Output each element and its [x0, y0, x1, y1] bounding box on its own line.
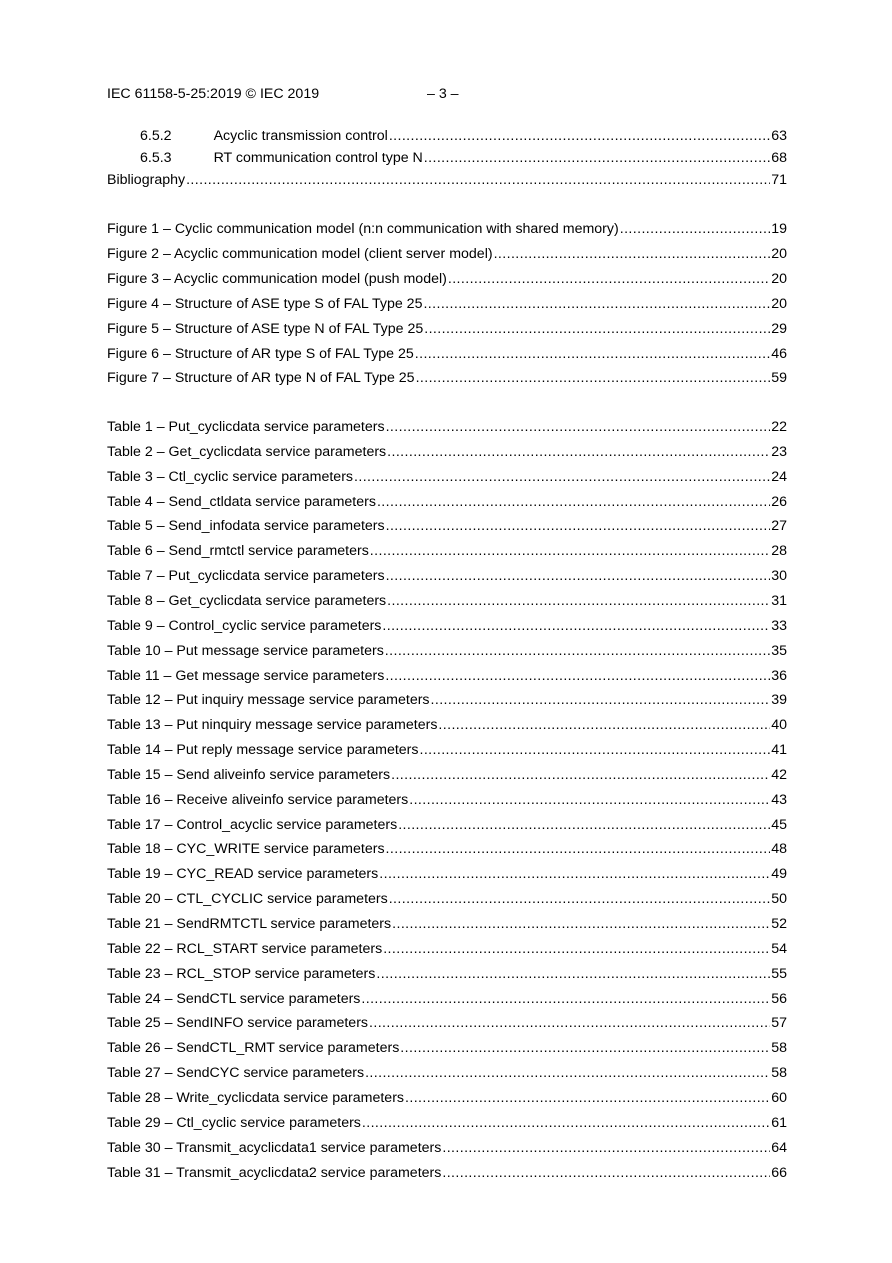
- page-ref: 19: [771, 221, 787, 237]
- page-ref: 68: [771, 150, 787, 166]
- toc-figure-entry[interactable]: [107, 245, 787, 263]
- dot-leader: [386, 418, 771, 436]
- entry-title: Table 5 – Send_infodata service parameters: [107, 518, 385, 535]
- toc-figure-entry[interactable]: [107, 320, 787, 338]
- toc-table-entry[interactable]: [107, 642, 787, 660]
- dot-leader: [424, 320, 770, 338]
- toc-bibliography-entry[interactable]: [107, 171, 787, 189]
- entry-title: Table 4 – Send_ctldata service parameters: [107, 493, 376, 510]
- entry-title: Table 25 – SendINFO service parameters: [107, 1015, 369, 1032]
- toc-figure-entry[interactable]: [107, 295, 787, 313]
- entry-title: Table 9 – Control_cyclic service parameters: [107, 617, 382, 634]
- dot-leader: [376, 965, 770, 983]
- entry-title: Table 27 – SendCYC service parameters: [107, 1065, 365, 1082]
- bibliography-title: Bibliography: [107, 172, 186, 188]
- toc-table-entry[interactable]: [107, 915, 787, 933]
- entry-title: Figure 4 – Structure of ASE type S of FAL Type 25: [107, 295, 423, 312]
- entry-title: Table 24 – SendCTL service parameters: [107, 990, 361, 1007]
- entry-title: Figure 7 – Structure of AR type N of FAL Type 25: [107, 370, 415, 387]
- dot-leader: [387, 443, 770, 461]
- dot-leader: [354, 468, 770, 486]
- dot-leader: [448, 270, 770, 288]
- toc-table-entry[interactable]: [107, 890, 787, 908]
- page-ref: 41: [771, 742, 787, 759]
- dot-leader: [361, 990, 770, 1008]
- toc-table-entry[interactable]: [107, 1164, 787, 1182]
- dot-leader: [377, 493, 770, 511]
- page-ref: 40: [771, 717, 787, 734]
- dot-leader: [405, 1089, 770, 1107]
- page-ref: 20: [771, 295, 787, 312]
- dot-leader: [386, 567, 771, 585]
- page-ref: 33: [771, 617, 787, 634]
- dot-leader: [389, 890, 771, 908]
- toc-table-entry[interactable]: [107, 865, 787, 883]
- entry-title: Table 26 – SendCTL_RMT service parameters: [107, 1040, 400, 1057]
- entry-title: Table 1 – Put_cyclicdata service parameters: [107, 419, 385, 435]
- dot-leader: [387, 592, 770, 610]
- toc-table-entry[interactable]: [107, 493, 787, 511]
- dot-leader: [400, 1039, 770, 1057]
- dot-leader: [386, 517, 771, 535]
- toc-table-entry[interactable]: [107, 443, 787, 461]
- entry-title: Table 19 – CYC_READ service parameters: [107, 866, 379, 883]
- entry-title: Figure 1 – Cyclic communication model (n:n communication with shared memory): [107, 221, 619, 237]
- page-ref: 54: [771, 940, 787, 957]
- page-ref: 22: [771, 419, 787, 435]
- toc-table-entry[interactable]: [107, 418, 787, 436]
- page-ref: 58: [771, 1065, 787, 1082]
- page-ref: 20: [771, 270, 787, 287]
- toc-table-entry[interactable]: [107, 940, 787, 958]
- entry-title: Table 11 – Get message service parameters: [107, 667, 385, 684]
- dot-leader: [620, 220, 770, 238]
- entry-title: Table 22 – RCL_START service parameters: [107, 940, 383, 957]
- dot-leader: [398, 816, 770, 834]
- page-ref: 52: [771, 916, 787, 932]
- toc-table-entry[interactable]: [107, 1114, 787, 1132]
- document-id: IEC 61158-5-25:2019 © IEC 2019: [107, 86, 320, 102]
- toc-table-entry[interactable]: [107, 592, 787, 610]
- toc-figure-entry[interactable]: [107, 220, 787, 238]
- toc-figure-entry[interactable]: [107, 345, 787, 363]
- toc-figure-entry[interactable]: [107, 369, 787, 387]
- dot-leader: [186, 171, 770, 189]
- section-number: 6.5.3: [140, 150, 172, 166]
- entry-title: Table 15 – Send aliveinfo service parameters: [107, 766, 391, 783]
- page-ref: 55: [771, 965, 787, 982]
- page-number: – 3 –: [427, 86, 459, 102]
- page-ref: 28: [771, 543, 787, 560]
- page-ref: 24: [771, 468, 787, 485]
- entry-title: Table 20 – CTL_CYCLIC service parameters: [107, 891, 388, 908]
- entry-title: Table 6 – Send_rmtctl service parameters: [107, 543, 369, 560]
- page-ref: 60: [771, 1089, 787, 1106]
- toc-table-entry[interactable]: [107, 1139, 787, 1157]
- toc-table-entry[interactable]: [107, 741, 787, 759]
- toc-table-entry[interactable]: [107, 791, 787, 809]
- toc-table-entry[interactable]: [107, 691, 787, 709]
- entry-title: Table 29 – Ctl_cyclic service parameters: [107, 1114, 361, 1131]
- entry-title: Figure 5 – Structure of ASE type N of FAL Type 25: [107, 320, 424, 337]
- page-ref: 57: [771, 1015, 787, 1032]
- entry-title: Figure 6 – Structure of AR type S of FAL Type 25: [107, 345, 414, 362]
- entry-title: Table 23 – RCL_STOP service parameters: [107, 965, 376, 982]
- entry-title: Table 28 – Write_cyclicdata service parameters: [107, 1089, 405, 1106]
- page-ref: 56: [771, 990, 787, 1007]
- page-ref: 64: [771, 1139, 787, 1156]
- dot-leader: [385, 667, 770, 685]
- toc-section-entry[interactable]: [107, 149, 787, 167]
- dot-leader: [415, 345, 770, 363]
- page-ref: 31: [771, 592, 787, 609]
- section-title: Acyclic transmission control: [213, 128, 388, 144]
- entry-title: Table 31 – Transmit_acyclicdata2 service parameters: [107, 1164, 442, 1181]
- page-ref: 66: [771, 1164, 787, 1181]
- toc-table-entry[interactable]: [107, 716, 787, 734]
- dot-leader: [383, 940, 770, 958]
- entry-title: Figure 2 – Acyclic communication model (client server model): [107, 245, 493, 262]
- dot-leader: [416, 369, 771, 387]
- dot-leader: [379, 865, 770, 883]
- entry-title: Table 16 – Receive aliveinfo service parameters: [107, 791, 409, 808]
- entry-title: Figure 3 – Acyclic communication model (push model): [107, 270, 447, 287]
- page-ref: 29: [771, 320, 787, 337]
- toc-table-entry[interactable]: [107, 990, 787, 1008]
- entry-title: Table 21 – SendRMTCTL service parameters: [107, 916, 392, 932]
- page-ref: 49: [771, 866, 787, 883]
- dot-leader: [392, 915, 770, 933]
- section-number: 6.5.2: [140, 128, 172, 144]
- entry-title: Table 3 – Ctl_cyclic service parameters: [107, 468, 354, 485]
- entry-title: Table 12 – Put inquiry message service parameters: [107, 692, 430, 709]
- page-ref: 59: [771, 370, 787, 387]
- dot-leader: [386, 840, 771, 858]
- entry-title: Table 2 – Get_cyclicdata service parameters: [107, 443, 387, 460]
- toc-section-entry[interactable]: [107, 127, 787, 145]
- entry-title: Table 14 – Put reply message service parameters: [107, 742, 419, 759]
- section-title: RT communication control type N: [213, 150, 423, 166]
- dot-leader: [385, 642, 770, 660]
- entry-title: Table 17 – Control_acyclic service parameters: [107, 816, 398, 833]
- page-ref: 58: [771, 1040, 787, 1057]
- page-ref: 27: [771, 518, 787, 535]
- toc-table-entry[interactable]: [107, 517, 787, 535]
- dot-leader: [423, 295, 770, 313]
- page-ref: 20: [771, 245, 787, 262]
- toc-figure-entry[interactable]: [107, 270, 787, 288]
- dot-leader: [389, 127, 770, 145]
- page-ref: 50: [771, 891, 787, 908]
- page-ref: 42: [771, 766, 787, 783]
- page-ref: 63: [771, 128, 787, 144]
- toc-table-entry[interactable]: [107, 1089, 787, 1107]
- page-header: [107, 86, 787, 104]
- entry-title: Table 10 – Put message service parameters: [107, 642, 384, 659]
- entry-title: Table 13 – Put ninquiry message service parameters: [107, 717, 438, 734]
- toc-table-entry[interactable]: [107, 542, 787, 560]
- dot-leader: [370, 542, 770, 560]
- dot-leader: [442, 1139, 770, 1157]
- toc-table-entry[interactable]: [107, 840, 787, 858]
- toc-table-entry[interactable]: [107, 468, 787, 486]
- dot-leader: [365, 1064, 770, 1082]
- toc-table-entry[interactable]: [107, 965, 787, 983]
- page-ref: 23: [771, 443, 787, 460]
- dot-leader: [391, 766, 770, 784]
- entry-title: Table 7 – Put_cyclicdata service parameters: [107, 568, 385, 585]
- page-ref: 26: [771, 493, 787, 510]
- dot-leader: [369, 1014, 770, 1032]
- toc-table-entry[interactable]: [107, 1039, 787, 1057]
- dot-leader: [362, 1114, 770, 1132]
- page-ref: 45: [771, 816, 787, 833]
- toc-table-entry[interactable]: [107, 667, 787, 685]
- entry-title: Table 8 – Get_cyclicdata service parameters: [107, 592, 387, 609]
- toc-table-entry[interactable]: [107, 617, 787, 635]
- page-ref: 35: [771, 642, 787, 659]
- toc-table-entry[interactable]: [107, 567, 787, 585]
- dot-leader: [424, 149, 770, 167]
- dot-leader: [442, 1164, 770, 1182]
- dot-leader: [420, 741, 771, 759]
- page-ref: 30: [771, 568, 787, 585]
- page-ref: 61: [771, 1114, 787, 1131]
- toc-table-entry[interactable]: [107, 1014, 787, 1032]
- entry-title: Table 30 – Transmit_acyclicdata1 service parameters: [107, 1139, 442, 1156]
- page-ref: 43: [771, 791, 787, 808]
- dot-leader: [409, 791, 770, 809]
- page-ref: 48: [771, 841, 787, 858]
- dot-leader: [438, 716, 770, 734]
- entry-title: Table 18 – CYC_WRITE service parameters: [107, 841, 385, 858]
- toc-table-entry[interactable]: [107, 816, 787, 834]
- toc-table-entry[interactable]: [107, 766, 787, 784]
- toc-table-entry[interactable]: [107, 1064, 787, 1082]
- dot-leader: [431, 691, 771, 709]
- dot-leader: [494, 245, 771, 263]
- page-ref: 36: [771, 667, 787, 684]
- page-ref: 71: [771, 172, 787, 188]
- page-ref: 46: [771, 345, 787, 362]
- dot-leader: [382, 617, 770, 635]
- page-ref: 39: [771, 692, 787, 709]
